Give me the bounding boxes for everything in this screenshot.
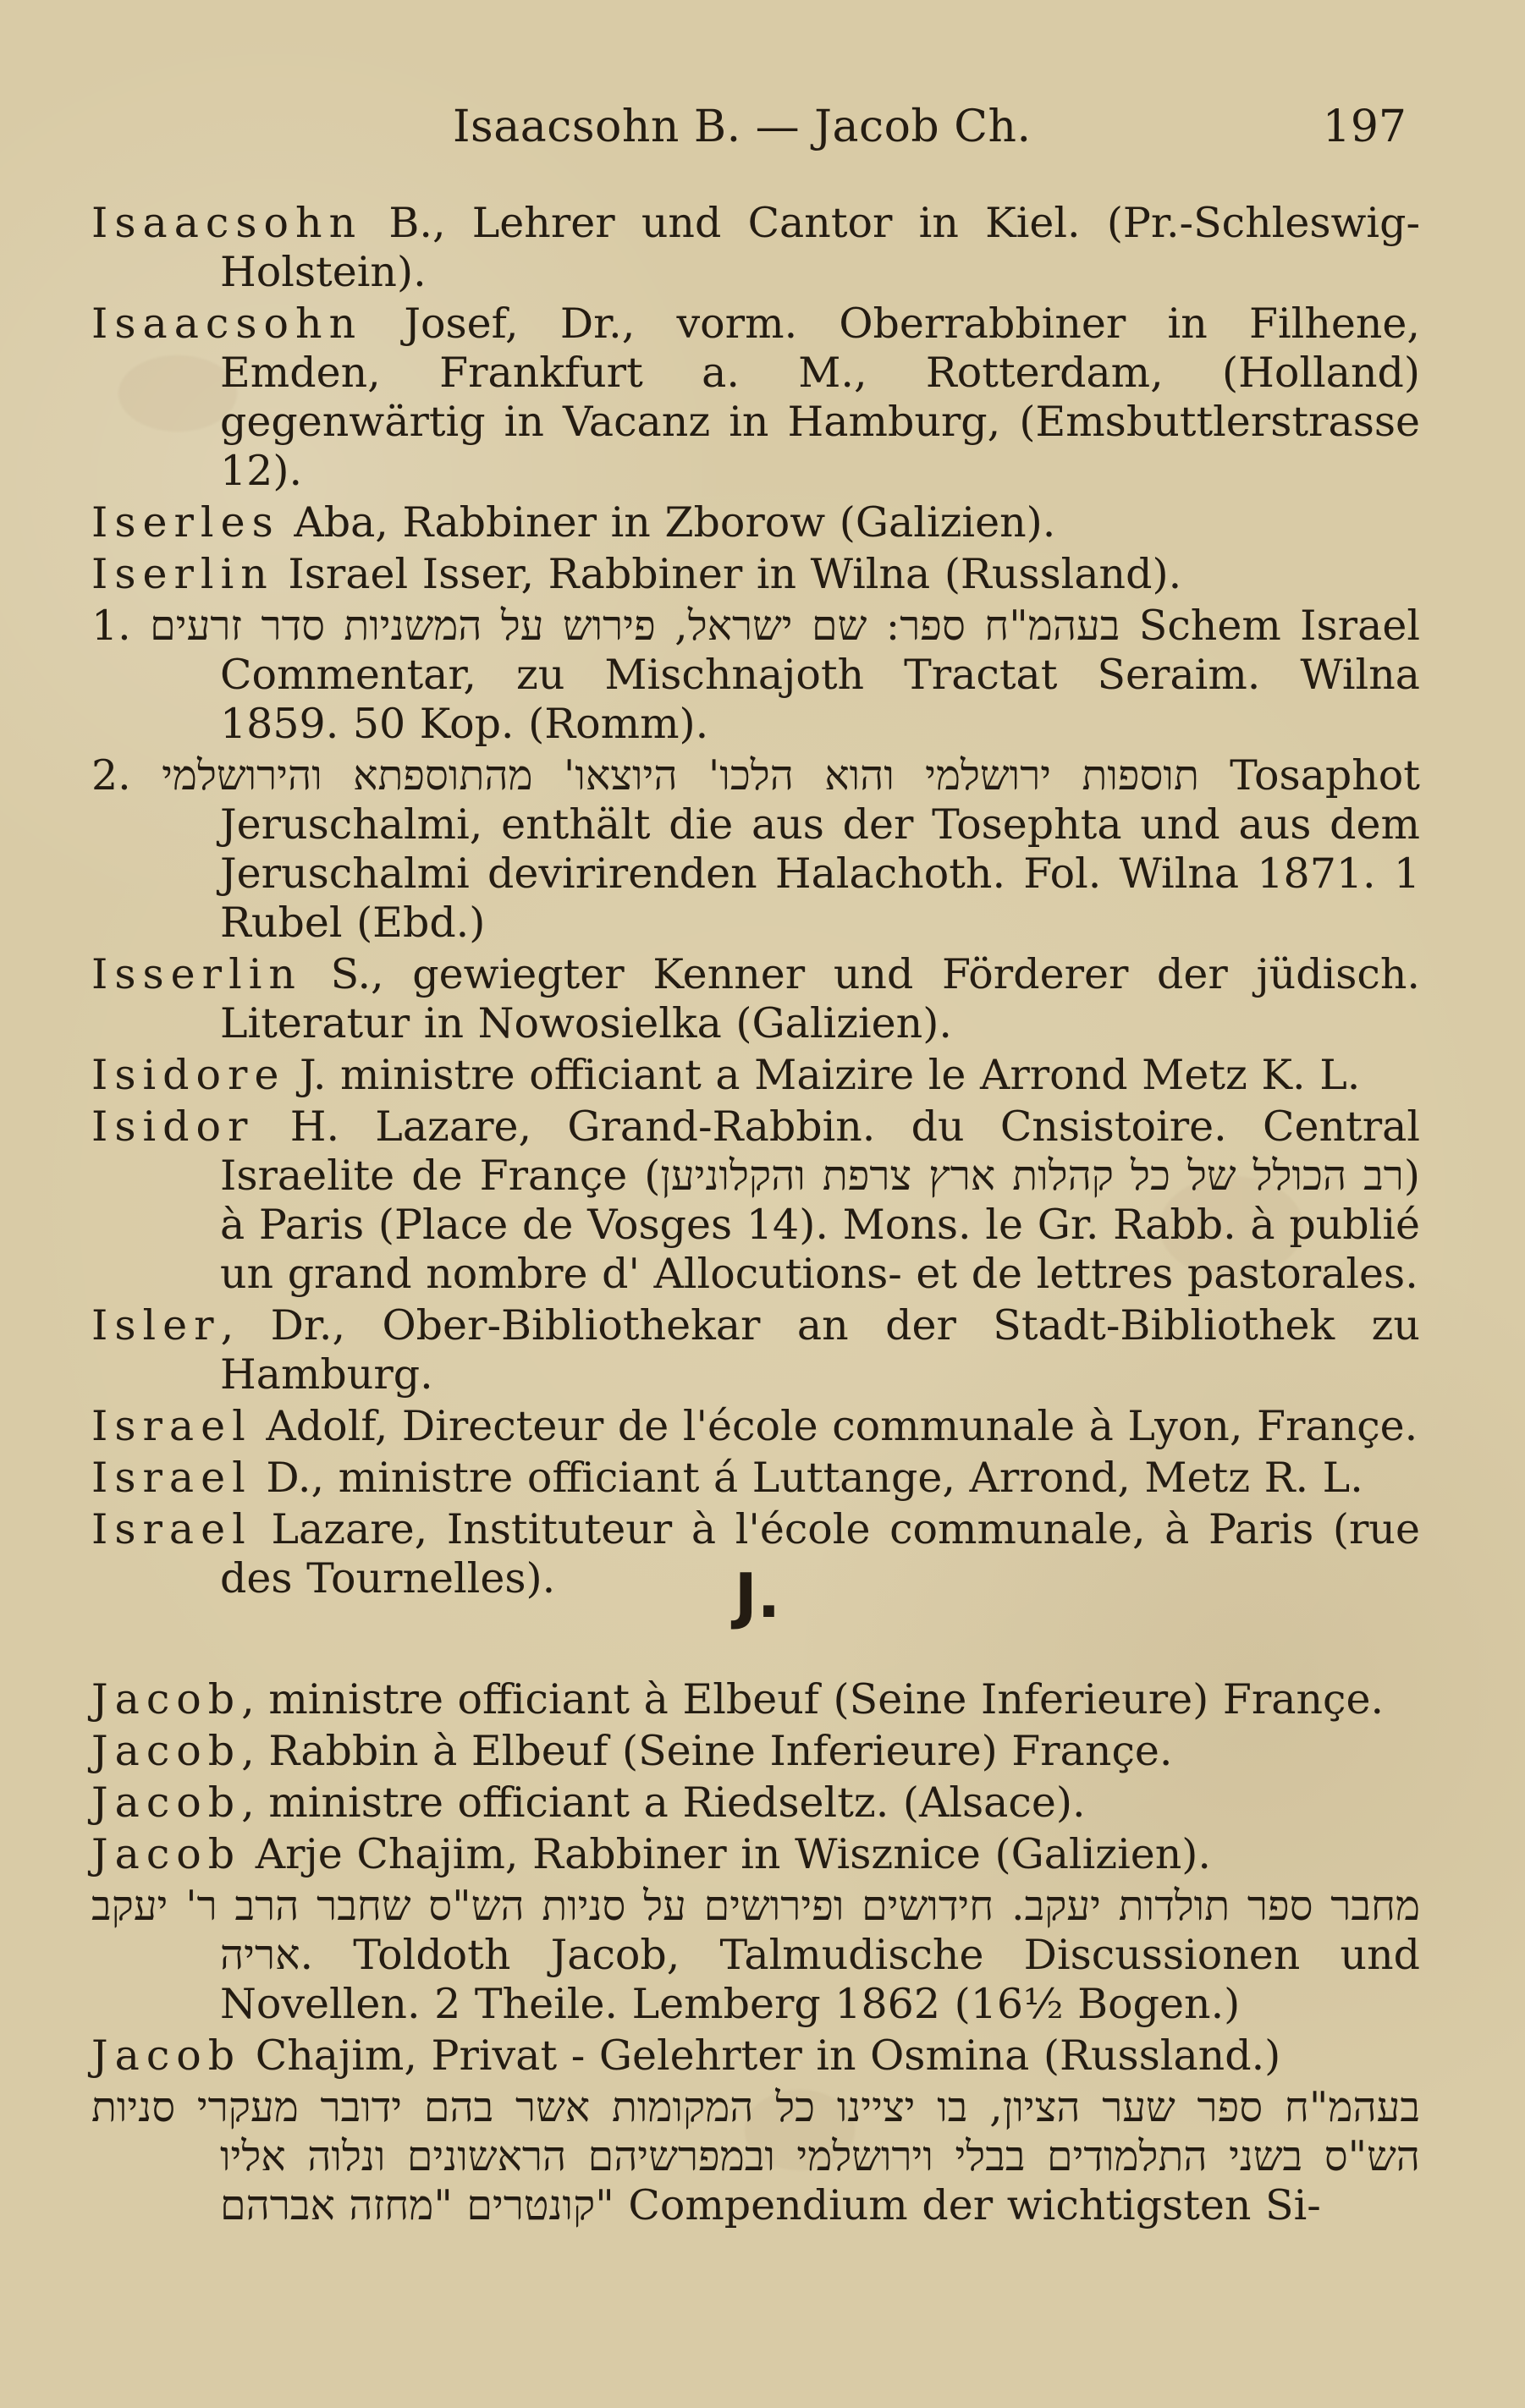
entry xyxy=(91,2083,1420,2230)
i-entries xyxy=(91,199,1420,1606)
entry-text: J. ministre officiant a Maizire le Arrond Metz K. L. xyxy=(300,1051,1361,1099)
entry-text: Aba, Rabbiner in Zborow (Galizien). xyxy=(294,498,1056,547)
entry xyxy=(91,199,1420,297)
entry xyxy=(91,602,1420,749)
entry xyxy=(91,751,1420,948)
page-number: 197 xyxy=(1322,102,1407,152)
entry-text: בעהמ"ח ספר: שם ישראל, פירוש על המשניות סדר זרעים Schem Israel Commentar, zu Mischnajoth Tractat Seraim. Wilna 1859. 50 Kop. (Romm). xyxy=(150,602,1420,748)
entry-text: D., ministre officiant á Luttange, Arrond, Metz R. L. xyxy=(266,1454,1363,1502)
entry xyxy=(91,498,1420,547)
entry-text: , ministre officiant a Riedseltz. (Alsace). xyxy=(241,1779,1086,1827)
entry-head: Isaacsohn xyxy=(91,300,363,348)
section-letter: J. xyxy=(734,1560,781,1631)
entry-head: Iserlin xyxy=(91,550,274,598)
entry-text: , ministre officiant à Elbeuf (Seine Inferieure) Françe. xyxy=(241,1675,1385,1724)
entry-head: Iserles xyxy=(91,498,280,547)
entry-head: Isaacsohn xyxy=(91,199,363,247)
entry-head: Isidor xyxy=(91,1102,255,1151)
entry-head: 2. xyxy=(91,751,131,800)
entry xyxy=(91,950,1420,1048)
entry xyxy=(91,1830,1420,1879)
entry xyxy=(91,1882,1420,2029)
entry-head: Israel xyxy=(91,1454,252,1502)
entry-text: H. Lazare, Grand-Rabbin. du Cnsistoire. Central Israelite de Françe (רב הכולל של כל קהלות ארץ צרפת והקלוניען) à Paris (Place de Vosges 14). Mons. le Gr. Rabb. à publié un grand nombre d' Allocutions- et de lettres pastorales. xyxy=(220,1102,1420,1298)
entry xyxy=(91,550,1420,599)
entry-text: , Dr., Ober-Bibliothekar an der Stadt-Bibliothek zu Hamburg. xyxy=(220,1301,1420,1399)
entry xyxy=(91,1051,1420,1100)
entry-text: Israel Isser, Rabbiner in Wilna (Russland). xyxy=(288,550,1182,598)
entry-text: B., Lehrer und Cantor in Kiel. (Pr.-Schleswig-Holstein). xyxy=(220,199,1420,296)
entry-head: Jacob xyxy=(91,1779,242,1827)
entry-text: Arje Chajim, Rabbiner in Wisznice (Galizien). xyxy=(255,1830,1211,1878)
entry xyxy=(91,1301,1420,1399)
entry-head: Jacob xyxy=(91,1675,242,1724)
entry-text: Chajim, Privat - Gelehrter in Osmina (Russland.) xyxy=(255,2031,1281,2080)
entry-text: בעהמ"ח ספר שער הציון, בו יציינו כל המקומות אשר בהם ידובר מעקרי סניות הש"ס בשני התלמודים בבלי וירושלמי ובמפרשיהם הראשונים ונלוה אליו קונטרים "מחזה אברהם" Compendium der wichtigsten Si- xyxy=(91,2083,1420,2229)
section-heading xyxy=(0,1560,1525,1631)
entry-text: Lazare, Instituteur à l'école communale, à Paris (rue des Tournelles). xyxy=(220,1505,1420,1603)
entry xyxy=(91,1402,1420,1451)
entry xyxy=(91,1727,1420,1776)
entry-head: Israel xyxy=(91,1505,252,1553)
entry xyxy=(91,2031,1420,2081)
entry-head: Jacob xyxy=(91,1830,242,1878)
entry xyxy=(91,1779,1420,1828)
entry-head: Israel xyxy=(91,1402,252,1450)
running-head: Isaacsohn B. — Jacob Ch. xyxy=(453,102,1032,152)
entry-text: , Rabbin à Elbeuf (Seine Inferieure) Françe. xyxy=(241,1727,1173,1775)
entry xyxy=(91,1454,1420,1503)
entry-text: S., gewiegter Kenner und Förderer der jüdisch. Literatur in Nowosielka (Galizien). xyxy=(220,950,1420,1047)
entry-head: Isler xyxy=(91,1301,221,1350)
entry-head: Isidore xyxy=(91,1051,286,1099)
entry-text: תוספות ירושלמי והוא הלכו' היוצאו' מהתוספתא והירושלמי Tosaphot Jeruschalmi, enthält die aus der Tosephta und aus dem Jeruschalmi devirirenden Halachoth. Fol. Wilna 1871. 1 Rubel (Ebd.) xyxy=(162,751,1420,947)
entry xyxy=(91,1102,1420,1299)
entry-head: Isserlin xyxy=(91,950,302,998)
entry xyxy=(91,300,1420,496)
entry-head: Jacob xyxy=(91,1727,242,1775)
entry xyxy=(91,1675,1420,1724)
j-entries xyxy=(91,1675,1420,2233)
entry-text: מחבר ספר תולדות יעקב. חידושים ופירושים על סניות הש"ס שחבר הרב ר' יעקב אריה. Toldoth Jacob, Talmudische Discussionen und Novellen. 2 Theile. Lemberg 1862 (16½ Bogen.) xyxy=(91,1882,1420,2028)
entry-head: 1. xyxy=(91,602,131,650)
entry-text: Josef, Dr., vorm. Oberrabbiner in Filhene, Emden, Frankfurt a. M., Rotterdam, (Holland) gegenwärtig in Vacanz in Hamburg, (Emsbuttlerstrasse 12). xyxy=(220,300,1421,495)
entry-head: Jacob xyxy=(91,2031,242,2080)
entry-text: Adolf, Directeur de l'école communale à Lyon, Françe. xyxy=(266,1402,1418,1450)
page-header xyxy=(0,95,1525,162)
